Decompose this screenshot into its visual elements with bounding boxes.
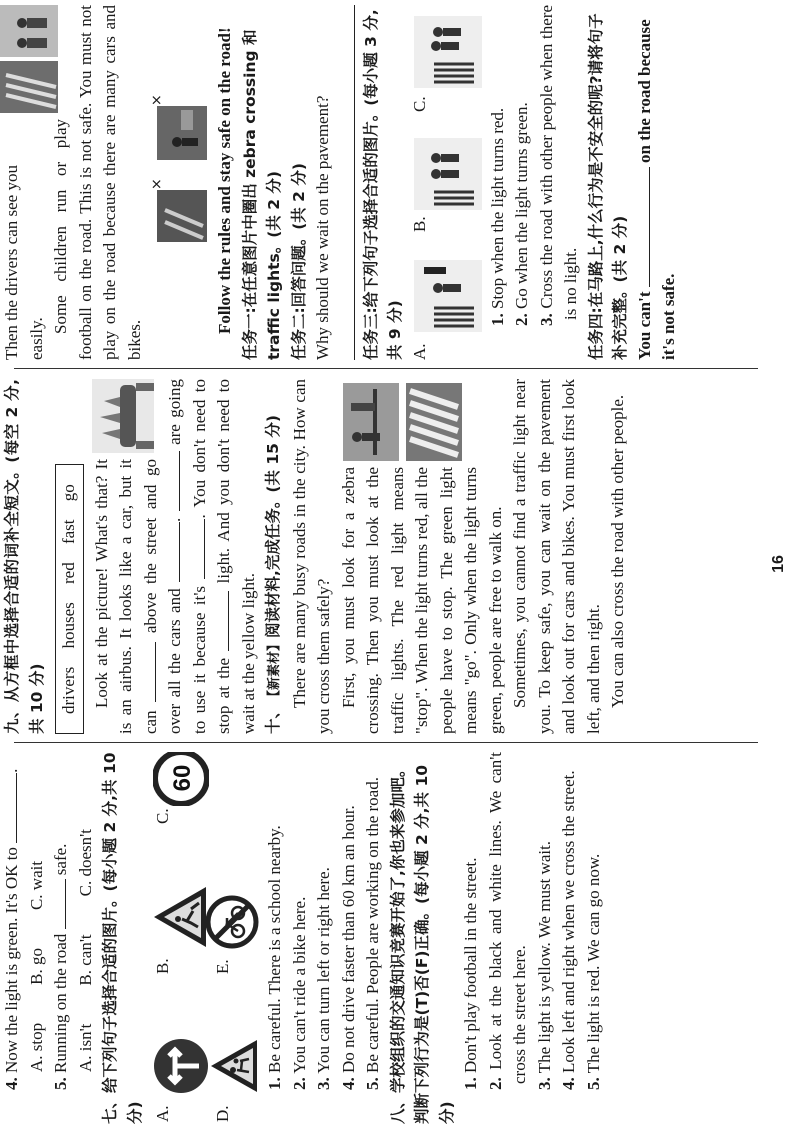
- word-option: houses: [59, 602, 78, 649]
- reading-p1: There are many busy roads in the city. How can you cross them safely?: [289, 379, 333, 734]
- task-3: 任务三:给下列句子选择合适的图片。(每小题 3 分,共 9 分): [361, 9, 404, 360]
- reading-p3: Sometimes, you cannot find a traffic light near you. To keep safe, you can wait on the pavement and look out for cars and bikes. You must first look left, and then right.: [510, 379, 603, 734]
- section-7-title: 七、给下列句子选择合适的图片。(每小题 2 分,共 10 分): [101, 752, 144, 1124]
- s7-q4: 4. Do not drive faster than 60 km an hour.: [338, 805, 358, 1090]
- cloze-blank-2[interactable]: [179, 522, 180, 582]
- turn-left-right-sign-icon: [153, 1038, 209, 1094]
- column-1: [0, 752, 780, 1124]
- task-2: 任务二:回答问题。(共 2 分): [289, 163, 308, 360]
- s7-q3: 3. You can turn left or right here.: [314, 867, 333, 1090]
- passage-p1: Look at the picture! What's that? It is an airbus. It looks like a car, but it can above the street and go over all the cars and . are going to use it because it's . You don't need to stop at the light. And you don't need to wait at the yellow light.: [91, 379, 258, 734]
- t3-q2: 2. Go when the light turns green.: [512, 102, 531, 326]
- word-option: red: [59, 562, 78, 584]
- cloze-blank-4[interactable]: [204, 519, 205, 579]
- s8-q3: 3. The light is yellow. We must wait.: [534, 840, 554, 1090]
- s8-q4: 4. Look left and right when we cross the street.: [559, 770, 578, 1090]
- sign-label-c: C.: [153, 808, 172, 824]
- column-2: [0, 379, 780, 734]
- question-4-options: A. stopB. goC. wait: [26, 860, 46, 1072]
- task-2-question: Why should we wait on the pavement?: [313, 95, 332, 360]
- cloze-blank-3[interactable]: [179, 451, 180, 511]
- pedestrian-picture: [343, 383, 399, 461]
- sign-label-a: A.: [153, 1105, 172, 1122]
- airbus-picture: [92, 379, 154, 453]
- column-3: [0, 5, 780, 360]
- sign-label-d: D.: [213, 1105, 232, 1122]
- section-8-questions: [459, 752, 606, 1124]
- section-9-title: 九、从方框中选择合适的词补全短文。(每空 2 分,共 10 分): [3, 379, 46, 734]
- task-3-pictures: [408, 5, 486, 360]
- road-works-sign-icon: [151, 885, 209, 949]
- question-4: 4. Now the light is green. It's OK to .: [2, 768, 21, 1090]
- s8-q2: 2. Look at the black and white lines. We can't cross the street here.: [485, 752, 529, 1090]
- school-nearby-sign-icon: [209, 1038, 259, 1094]
- zebra-crossing-picture: [406, 383, 462, 461]
- picture-label-c: C.: [409, 96, 429, 112]
- speed-limit-sign-icon: [153, 752, 209, 806]
- cloze-passage: [90, 379, 262, 734]
- cross-mark-icon: ×: [149, 178, 165, 190]
- t3-q3: 3. Cross the road with other people when there is no light.: [536, 5, 580, 326]
- cloze-blank-1[interactable]: [155, 642, 156, 702]
- reading-continued: [0, 5, 147, 360]
- svg-text:60: 60: [169, 764, 196, 792]
- reading-p6: Some children run or play football on the road. This is not safe. You must not play on the road because there are many cars and bikes.: [51, 5, 144, 360]
- reading-p7: Follow the rules and stay safe on the road!: [215, 27, 234, 334]
- s7-q5: 5. Be careful. People are working on the road.: [363, 777, 382, 1090]
- question-5: 5. Running on the road safe.: [51, 843, 70, 1090]
- reading-p2: First, you must look for a zebra crossing. Then you must look at the traffic lights. The red light means "stop". When the light turns red, all the people have to stop. The green light means "go". Only when the light turns green, people are free to walk on.: [338, 467, 505, 734]
- picture-a-stop-red: [414, 260, 482, 332]
- section-8-title: 八、学校组织的交通知识竞赛开始了,你也来参加吧。判断下列行为是(T)否(F)正确。(每小题 2 分,共 10 分): [388, 761, 456, 1124]
- s8-q1: 1. Don't play football in the street.: [461, 857, 480, 1090]
- word-option: fast: [59, 519, 78, 545]
- unsafe-picture-2: [151, 106, 207, 160]
- reading-p5: Then the drivers can see you easily.: [2, 165, 46, 360]
- traffic-signs: [149, 752, 259, 1124]
- sign-label-b: B.: [153, 958, 172, 974]
- s7-q2: 2. You can't ride a bike here.: [289, 896, 309, 1090]
- page-number: 16: [770, 555, 787, 573]
- t3-q1: 1. Stop when the light turns red.: [487, 107, 507, 326]
- new-material-tag: 【新素材】: [267, 637, 282, 703]
- sign-label-e: E.: [213, 959, 232, 974]
- picture-b-green-go: [414, 138, 482, 210]
- reading-pictures: [343, 379, 470, 461]
- cross-mark-icon: ×: [149, 94, 165, 106]
- task-3-questions: [486, 5, 584, 360]
- s8-q5: 5. The light is red. We can go now.: [583, 853, 603, 1090]
- section-7-questions: [263, 752, 386, 1124]
- section-10-title: 十、【新素材】阅读材料,完成任务。(共 15 分): [261, 379, 288, 734]
- reading-body: [337, 379, 631, 734]
- column-divider: [14, 742, 758, 743]
- task-4: 任务四:在马路上,什么行为是不安全的呢?请将句子补充完整。(共 2 分): [586, 13, 629, 360]
- reading-p4: You can also cross the road with other people.: [608, 394, 627, 708]
- answer-blank[interactable]: [16, 773, 17, 843]
- word-box: [55, 464, 84, 734]
- unsafe-pictures: [151, 5, 213, 360]
- unsafe-picture-1: [151, 190, 207, 242]
- word-option: go: [59, 484, 78, 502]
- column-divider: [14, 368, 758, 369]
- task-1: 任务一:在任意图片中圈出 zebra crossing 和 traffic lights。(共 2 分): [240, 29, 283, 360]
- no-bicycles-sign-icon: [205, 895, 259, 949]
- question-5-options: A. isn'tB. can'tC. doesn't: [75, 829, 95, 1072]
- word-option: drivers: [59, 666, 78, 714]
- s7-q1: 1. Be careful. There is a school nearby.: [265, 825, 284, 1090]
- crossing-pictures: [0, 5, 58, 113]
- picture-label-a: A.: [409, 343, 429, 360]
- picture-c-no-light: [414, 16, 482, 88]
- task-4-blank[interactable]: [649, 167, 650, 287]
- picture-label-b: B.: [409, 216, 429, 232]
- answer-blank[interactable]: [65, 879, 66, 929]
- cloze-blank-5[interactable]: [228, 591, 229, 651]
- task-4-sentence: You can't on the road because it's not safe.: [634, 19, 678, 360]
- task-2-answer-line[interactable]: [336, 5, 355, 360]
